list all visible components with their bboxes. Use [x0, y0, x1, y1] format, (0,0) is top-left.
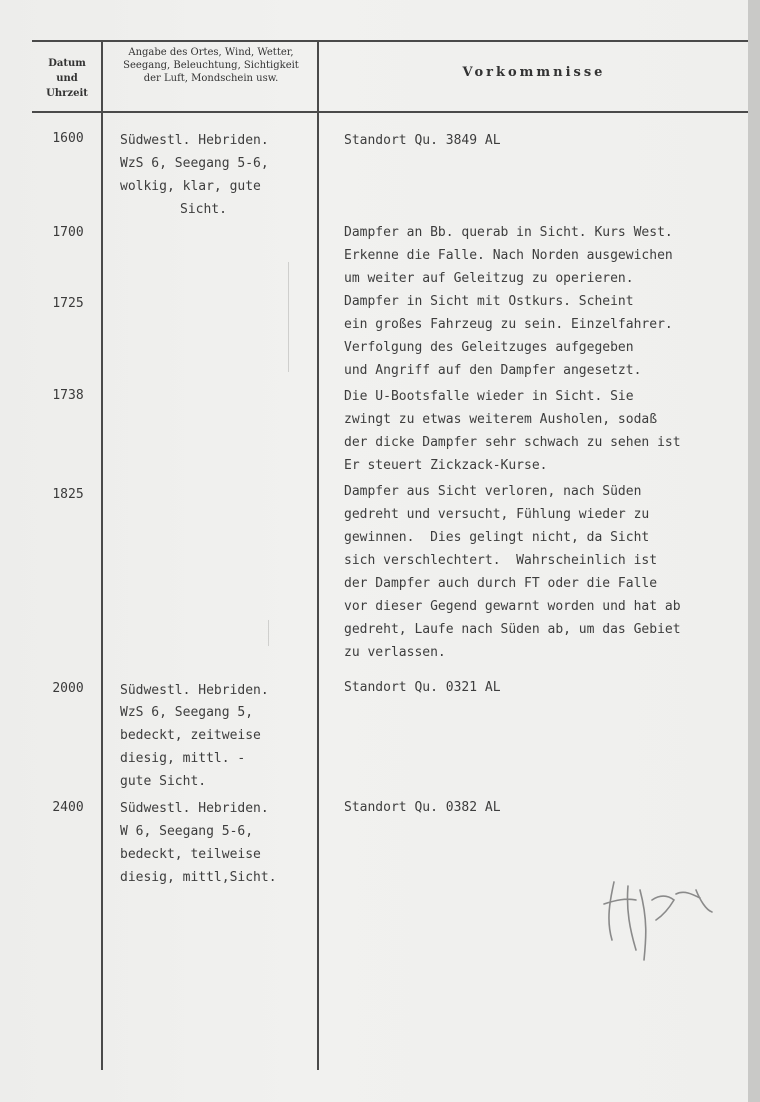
- ort-line: W 6, Seegang 5-6,: [120, 824, 254, 839]
- header-ort-line: Seegang, Beleuchtung, Sichtigkeit: [123, 60, 299, 71]
- ort-line: WzS 6, Seegang 5-6,: [120, 156, 269, 171]
- header-vorkommnisse: Vorkommnisse: [462, 65, 606, 80]
- ort-line: WzS 6, Seegang 5,: [120, 705, 254, 720]
- entry-text-line: Standort Qu. 0382 AL: [344, 800, 501, 815]
- column-divider-2: [317, 40, 319, 1070]
- entry-text-line: der Dampfer auch durch FT oder die Falle: [344, 576, 658, 591]
- entry-text-line: gewinnen. Dies gelingt nicht, da Sicht: [344, 530, 650, 545]
- faint-mark: [288, 262, 289, 372]
- entry-time: 1700: [52, 225, 84, 240]
- ort-line: Südwestl. Hebriden.: [120, 683, 269, 698]
- header-datum-line: Uhrzeit: [46, 88, 88, 99]
- header-bottom-rule: [32, 111, 748, 113]
- column-divider-1: [101, 40, 103, 1070]
- ort-line: Südwestl. Hebriden.: [120, 801, 269, 816]
- header-ort-line: der Luft, Mondschein usw.: [143, 73, 279, 84]
- entry-text-line: Dampfer aus Sicht verloren, nach Süden: [344, 484, 642, 499]
- ort-line: wolkig, klar, gute: [120, 179, 261, 194]
- ort-line: diesig, mittl. -: [120, 751, 246, 766]
- entry-time: 2400: [52, 800, 84, 815]
- entry-text-line: Die U-Bootsfalle wieder in Sicht. Sie: [344, 389, 634, 404]
- scan-edge: [748, 0, 760, 1102]
- header-datum-line: und: [56, 73, 78, 84]
- top-rule: [32, 40, 748, 42]
- entry-text-line: Erkenne die Falle. Nach Norden ausgewichen: [344, 248, 673, 263]
- header-ort: [104, 46, 318, 85]
- entry-text-line: gedreht und versucht, Fühlung wieder zu: [344, 507, 650, 522]
- entry-text-line: sich verschlechtert. Wahrscheinlich ist: [344, 553, 658, 568]
- header-datum-line: Datum: [48, 58, 86, 69]
- entry-text-line: zu verlassen.: [344, 645, 446, 660]
- header-datum: [34, 56, 100, 101]
- entry-text-line: vor dieser Gegend gewarnt worden und hat ab: [344, 599, 681, 614]
- header-ort-line: Angabe des Ortes, Wind, Wetter,: [128, 47, 294, 58]
- entry-time: 1600: [52, 131, 84, 146]
- ort-line: Südwestl. Hebriden.: [120, 133, 269, 148]
- entry-text-line: ein großes Fahrzeug zu sein. Einzelfahrer.: [344, 317, 673, 332]
- entry-time: 1725: [52, 296, 84, 311]
- signature-icon: [596, 860, 716, 970]
- entry-text-line: der dicke Dampfer sehr schwach zu sehen ist: [344, 435, 681, 450]
- entry-text-line: und Angriff auf den Dampfer angesetzt.: [344, 363, 642, 378]
- entry-time: 2000: [52, 681, 84, 696]
- entry-text-line: zwingt zu etwas weiterem Ausholen, sodaß: [344, 412, 658, 427]
- entry-text-line: Er steuert Zickzack-Kurse.: [344, 458, 548, 473]
- entry-text-line: Dampfer in Sicht mit Ostkurs. Scheint: [344, 294, 634, 309]
- ort-line: bedeckt, teilweise: [120, 847, 261, 862]
- entry-time: 1738: [52, 388, 84, 403]
- entry-time: 1825: [52, 487, 84, 502]
- entry-text-line: um weiter auf Geleitzug zu operieren.: [344, 271, 634, 286]
- entry-text-line: Dampfer an Bb. querab in Sicht. Kurs West.: [344, 225, 673, 240]
- entry-text-line: Standort Qu. 0321 AL: [344, 680, 501, 695]
- faint-mark: [268, 620, 269, 646]
- ort-line: diesig, mittl,Sicht.: [120, 870, 277, 885]
- entry-text-line: Standort Qu. 3849 AL: [344, 133, 501, 148]
- ort-line: Sicht.: [180, 202, 227, 217]
- entry-text-line: Verfolgung des Geleitzuges aufgegeben: [344, 340, 634, 355]
- ort-line: gute Sicht.: [120, 774, 207, 789]
- entry-text-line: gedreht, Laufe nach Süden ab, um das Gebiet: [344, 622, 681, 637]
- ort-line: bedeckt, zeitweise: [120, 728, 261, 743]
